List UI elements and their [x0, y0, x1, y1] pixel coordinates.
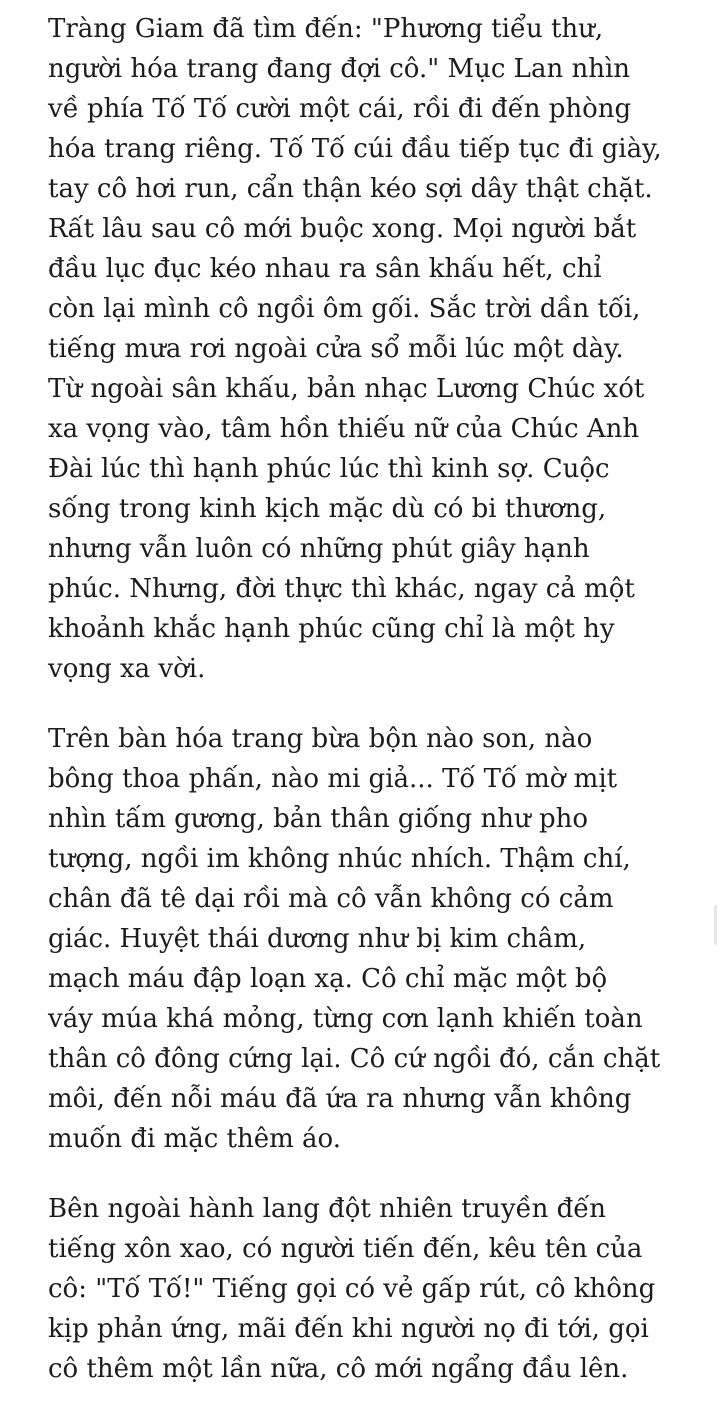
text-line: váy múa khá mỏng, từng cơn lạnh khiến toàn [48, 1004, 643, 1034]
text-line: bông thoa phấn, nào mi giả... Tố Tố mờ mịt [48, 764, 618, 794]
text-line: tiếng xôn xao, có người tiến đến, kêu tên của [48, 1234, 643, 1264]
text-line: tay cô hơi run, cẩn thận kéo sợi dây thật chặt. [48, 174, 653, 204]
text-line: đầu lục đục kéo nhau ra sân khấu hết, chỉ [48, 254, 602, 284]
text-line: kịp phản ứng, mãi đến khi người nọ đi tới, gọi [48, 1314, 649, 1344]
text-line: muốn đi mặc thêm áo. [48, 1124, 341, 1154]
paragraph-1 [48, 9, 698, 689]
text-line: môi, đến nỗi máu đã ứa ra nhưng vẫn không [48, 1084, 632, 1114]
text-line: hóa trang riêng. Tố Tố cúi đầu tiếp tục đi giày, [48, 134, 662, 164]
text-line: Tràng Giam đã tìm đến: "Phương tiểu thư, [48, 14, 604, 44]
text-line: tiếng mưa rơi ngoài cửa sổ mỗi lúc một dày. [48, 334, 624, 364]
text-line: tượng, ngồi im không nhúc nhích. Thậm chí, [48, 844, 631, 874]
text-line: khoảnh khắc hạnh phúc cũng chỉ là một hy [48, 614, 615, 644]
text-line: cô thêm một lần nữa, cô mới ngẩng đầu lên. [48, 1354, 629, 1384]
text-line: Rất lâu sau cô mới buộc xong. Mọi người bắt [48, 214, 637, 244]
text-line: mạch máu đập loạn xạ. Cô chỉ mặc một bộ [48, 964, 608, 994]
text-line: giác. Huyệt thái dương như bị kim châm, [48, 924, 587, 954]
text-line: thân cô đông cứng lại. Cô cứ ngồi đó, cắn chặt [48, 1044, 661, 1074]
text-line: Bên ngoài hành lang đột nhiên truyền đến [48, 1194, 607, 1224]
text-line: chân đã tê dại rồi mà cô vẫn không có cảm [48, 884, 614, 914]
text-line: Trên bàn hóa trang bừa bộn nào son, nào [48, 724, 593, 754]
text-line: nhìn tấm gương, bản thân giống như pho [48, 804, 588, 834]
text-line: Từ ngoài sân khấu, bản nhạc Lương Chúc xót [48, 374, 645, 404]
text-line: sống trong kinh kịch mặc dù có bi thương, [48, 494, 607, 524]
text-line: người hóa trang đang đợi cô." Mục Lan nhìn [48, 54, 631, 84]
text-line: nhưng vẫn luôn có những phút giây hạnh [48, 534, 590, 564]
text-line: vọng xa vời. [48, 654, 206, 684]
text-line: phúc. Nhưng, đời thực thì khác, ngay cả một [48, 574, 635, 604]
text-line: xa vọng vào, tâm hồn thiếu nữ của Chúc Anh [48, 414, 640, 444]
text-line: còn lại mình cô ngồi ôm gối. Sắc trời dần tối, [48, 294, 641, 324]
text-line: về phía Tố Tố cười một cái, rồi đi đến phòng [48, 94, 632, 124]
text-line: cô: "Tố Tố!" Tiếng gọi có vẻ gấp rút, cô không [48, 1274, 656, 1304]
paragraph-3 [48, 1189, 698, 1389]
article-body [48, 9, 698, 1419]
text-line: Đài lúc thì hạnh phúc lúc thì kinh sợ. Cuộc [48, 454, 610, 484]
paragraph-2 [48, 719, 698, 1159]
scrollbar-thumb[interactable] [714, 905, 717, 945]
